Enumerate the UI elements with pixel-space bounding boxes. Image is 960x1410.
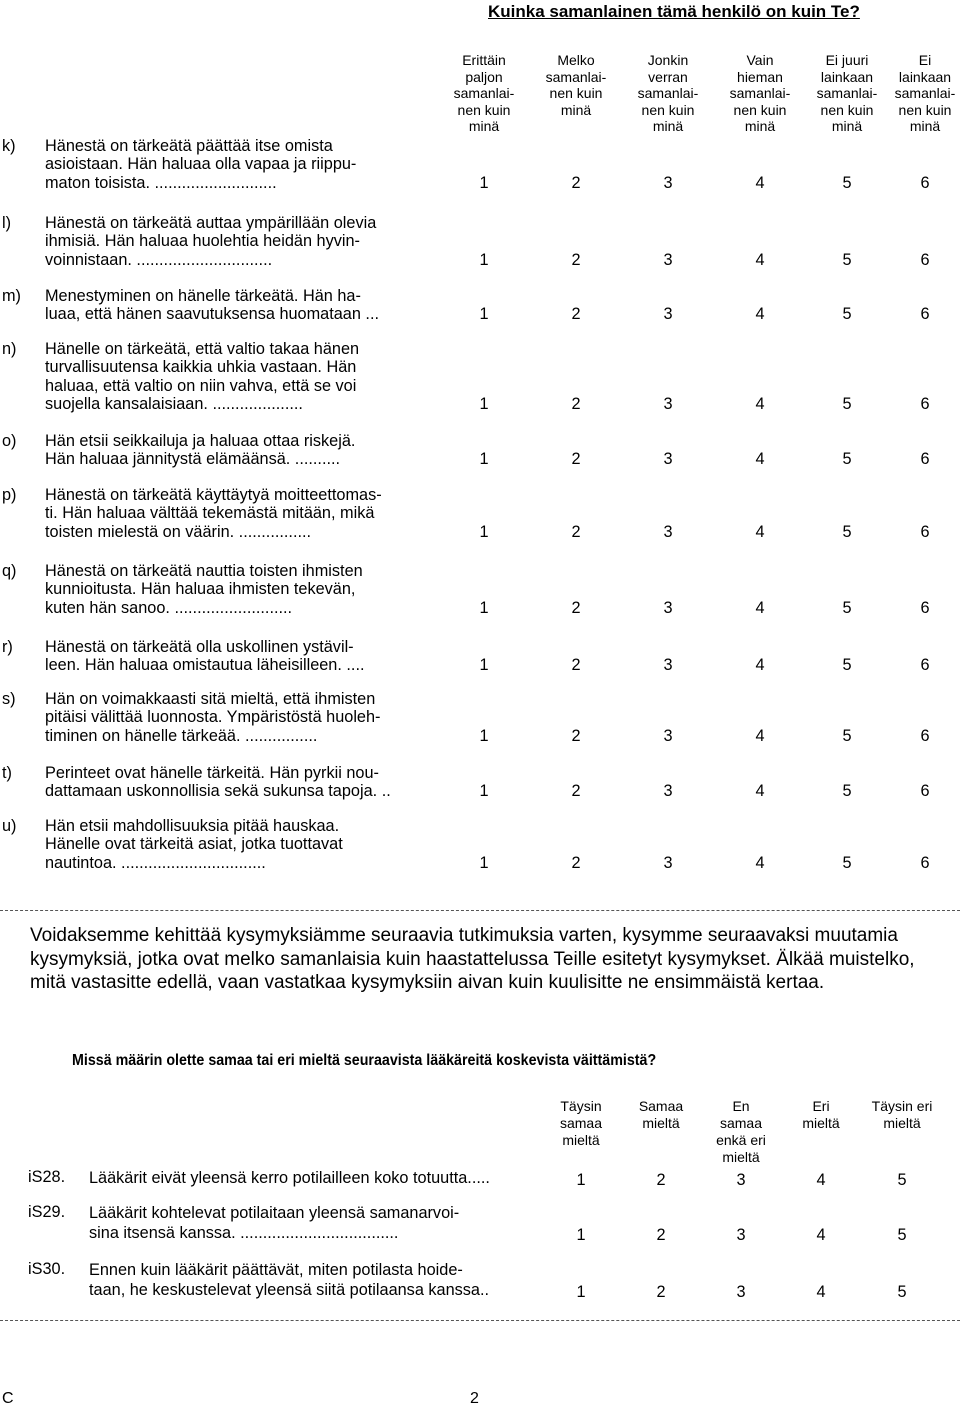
answer-option[interactable]: 6 (920, 782, 930, 801)
answer-option[interactable]: 2 (571, 394, 581, 413)
answer-option[interactable]: 1 (479, 853, 489, 872)
answer-option[interactable]: 2 (656, 1283, 666, 1301)
answer-option[interactable]: 3 (663, 522, 673, 541)
answer-option[interactable]: 2 (571, 522, 581, 541)
item-text: Hänestä on tärkeätä päättää itse omista asioistaan. Hän haluaa olla vapaa ja riippu- maton toisista. ........................... (45, 137, 357, 192)
answer-option[interactable]: 6 (920, 656, 930, 675)
answer-option[interactable]: 4 (755, 782, 765, 801)
answer-option[interactable]: 5 (897, 1283, 907, 1301)
answer-option[interactable]: 6 (920, 305, 930, 324)
statement-code: iS30. (28, 1260, 66, 1278)
answer-option[interactable]: 4 (755, 522, 765, 541)
answer-option[interactable]: 4 (816, 1171, 826, 1189)
answer-option[interactable]: 2 (571, 656, 581, 675)
answer-option[interactable]: 2 (571, 305, 581, 324)
item-letter: l) (2, 214, 12, 232)
scale-header: Jonkin verran samanlai- nen kuin minä (637, 52, 699, 134)
item-text: Hän etsii seikkailuja ja haluaa ottaa riskejä. Hän haluaa jännitystä elämäänsä. .......... (45, 432, 356, 469)
answer-option[interactable]: 1 (479, 522, 489, 541)
answer-option[interactable]: 3 (663, 394, 673, 413)
answer-option[interactable]: 6 (920, 853, 930, 872)
statement-text: Ennen kuin lääkärit päättävät, miten potilasta hoide- taan, he keskustelevat yleensä siitä potilaansa kanssa.. (89, 1261, 490, 1299)
scale-header: Melko samanlai- nen kuin minä (545, 52, 607, 118)
item-letter: r) (2, 638, 13, 656)
answer-option[interactable]: 5 (842, 656, 852, 675)
answer-option[interactable]: 6 (920, 598, 930, 617)
answer-option[interactable]: 2 (656, 1226, 666, 1244)
page-number: 2 (470, 1390, 479, 1407)
answer-option[interactable]: 3 (663, 450, 673, 469)
statement-text: Lääkärit kohtelevat potilaitaan yleensä samanarvoi- sina itsensä kanssa. ................................... (89, 1204, 460, 1242)
answer-option[interactable]: 3 (663, 782, 673, 801)
answer-option[interactable]: 4 (755, 450, 765, 469)
answer-option[interactable]: 6 (920, 522, 930, 541)
answer-option[interactable]: 1 (479, 173, 489, 192)
answer-option[interactable]: 5 (842, 726, 852, 745)
answer-option[interactable]: 4 (755, 726, 765, 745)
answer-option[interactable]: 1 (479, 598, 489, 617)
answer-option[interactable]: 1 (479, 450, 489, 469)
section-divider (0, 910, 960, 911)
item-letter: u) (2, 817, 17, 835)
scale-header: Ei juuri lainkaan samanlai- nen kuin minä (816, 52, 878, 134)
item-text: Hänelle on tärkeätä, että valtio takaa hänen turvallisuutensa kaikkia uhkia vastaan. Hän haluaa, että valtio on niin vahva, että se voi suojella kansalaisiaan. .................... (45, 340, 360, 413)
answer-option[interactable]: 1 (576, 1171, 586, 1189)
answer-option[interactable]: 4 (755, 394, 765, 413)
answer-option[interactable]: 1 (479, 250, 489, 269)
answer-option[interactable]: 5 (897, 1226, 907, 1244)
answer-option[interactable]: 3 (663, 726, 673, 745)
intro-paragraph: Voidaksemme kehittää kysymyksiämme seuraavia tutkimuksia varten, kysymme seuraavaksi muutamia kysymyksiä, jotka ovat melko samanlaisia kuin haastattelussa Teille esitetyt kysymykset. Älkää muistelko, mitä vastasitte edellä, vaan vastatkaa kysymyksiin aivan kuin kuulisitte ne ensimmäistä kertaa. (30, 925, 915, 993)
answer-option[interactable]: 1 (479, 305, 489, 324)
agree-header: Täysin samaa mieltä (559, 1098, 603, 1148)
answer-option[interactable]: 2 (571, 598, 581, 617)
answer-option[interactable]: 1 (479, 782, 489, 801)
answer-option[interactable]: 5 (897, 1171, 907, 1189)
answer-option[interactable]: 5 (842, 250, 852, 269)
answer-option[interactable]: 3 (663, 598, 673, 617)
item-text: Menestyminen on hänelle tärkeätä. Hän ha- luaa, että hänen saavutuksensa huomataan ... (45, 287, 380, 324)
answer-option[interactable]: 2 (571, 173, 581, 192)
item-text: Hänestä on tärkeätä olla uskollinen ystävil- leen. Hän haluaa omistautua läheisilleen. .... (45, 638, 365, 675)
answer-option[interactable]: 6 (920, 394, 930, 413)
item-text: Hänestä on tärkeätä käyttäytyä moitteettomas- ti. Hän haluaa välttää tekemästä mitään, mikä toisten mielestä on väärin. ................ (45, 486, 382, 541)
item-text: Perinteet ovat hänelle tärkeitä. Hän pyrkii nou- dattamaan uskonnollisia sekä sukunsa tapoja. .. (45, 764, 391, 801)
item-letter: o) (2, 432, 17, 450)
footer-label: C (2, 1390, 14, 1407)
answer-option[interactable]: 2 (571, 726, 581, 745)
scale-header: Vain hieman samanlai- nen kuin minä (729, 52, 791, 134)
answer-option[interactable]: 4 (755, 173, 765, 192)
answer-option[interactable]: 5 (842, 394, 852, 413)
answer-option[interactable]: 6 (920, 726, 930, 745)
item-text: Hän etsii mahdollisuuksia pitää hauskaa. Hänelle ovat tärkeitä asiat, jotka tuottavat nautintoa. ................................ (45, 817, 343, 872)
answer-option[interactable]: 1 (479, 394, 489, 413)
answer-option[interactable]: 5 (842, 782, 852, 801)
answer-option[interactable]: 1 (479, 726, 489, 745)
item-letter: m) (2, 287, 21, 305)
item-letter: t) (2, 764, 12, 782)
answer-option[interactable]: 5 (842, 522, 852, 541)
answer-option[interactable]: 4 (755, 656, 765, 675)
answer-option[interactable]: 3 (736, 1226, 746, 1244)
answer-option[interactable]: 5 (842, 853, 852, 872)
answer-option[interactable]: 1 (576, 1226, 586, 1244)
statement-text: Lääkärit eivät yleensä kerro potilailleen koko totuutta..... (89, 1169, 490, 1187)
item-text: Hänestä on tärkeätä auttaa ympärillään olevia ihmisiä. Hän haluaa huolehtia heidän hyvin- voinnistaan. .............................. (45, 214, 377, 269)
answer-option[interactable]: 4 (816, 1226, 826, 1244)
item-letter: q) (2, 562, 17, 580)
item-letter: n) (2, 340, 17, 358)
answer-option[interactable]: 3 (663, 853, 673, 872)
item-letter: p) (2, 486, 17, 504)
agree-header: Samaa mieltä (638, 1098, 684, 1131)
answer-option[interactable]: 5 (842, 450, 852, 469)
item-text: Hän on voimakkaasti sitä mieltä, että ihmisten pitäisi välittää luonnosta. Ympäristöstä huoleh- timinen on hänelle tärkeää. ................ (45, 690, 381, 745)
agree-header: Täysin eri mieltä (871, 1098, 933, 1131)
item-text: Hänestä on tärkeätä nauttia toisten ihmisten kunnioitusta. Hän haluaa ihmisten tekevän, kuten hän sanoo. .......................... (45, 562, 363, 617)
answer-option[interactable]: 4 (755, 250, 765, 269)
statement-code: iS28. (28, 1168, 66, 1186)
scale-header: Erittäin paljon samanlai- nen kuin minä (453, 52, 515, 134)
answer-option[interactable]: 6 (920, 450, 930, 469)
agree-header: Eri mieltä (802, 1098, 840, 1131)
answer-option[interactable]: 5 (842, 173, 852, 192)
answer-option[interactable]: 2 (571, 250, 581, 269)
answer-option[interactable]: 4 (755, 853, 765, 872)
answer-option[interactable]: 3 (736, 1171, 746, 1189)
section-divider (0, 1320, 960, 1321)
answer-option[interactable]: 4 (755, 598, 765, 617)
page-title: Kuinka samanlainen tämä henkilö on kuin Te? (488, 2, 860, 21)
answer-option[interactable]: 3 (663, 656, 673, 675)
answer-option[interactable]: 1 (479, 656, 489, 675)
agree-header: En samaa enkä eri mieltä (716, 1098, 766, 1165)
answer-option[interactable]: 3 (736, 1283, 746, 1301)
answer-option[interactable]: 5 (842, 598, 852, 617)
answer-option[interactable]: 2 (571, 853, 581, 872)
scale-header: Ei lainkaan samanlai- nen kuin minä (894, 52, 956, 134)
answer-option[interactable]: 6 (920, 173, 930, 192)
answer-option[interactable]: 1 (576, 1283, 586, 1301)
answer-option[interactable]: 2 (571, 450, 581, 469)
statement-code: iS29. (28, 1203, 66, 1221)
section-question: Missä määrin olette samaa tai eri mieltä seuraavista lääkäreitä koskevista väittämistä? (72, 1052, 657, 1069)
item-letter: s) (2, 690, 16, 708)
answer-option[interactable]: 2 (571, 782, 581, 801)
answer-option[interactable]: 6 (920, 250, 930, 269)
answer-option[interactable]: 3 (663, 305, 673, 324)
answer-option[interactable]: 4 (755, 305, 765, 324)
answer-option[interactable]: 3 (663, 250, 673, 269)
answer-option[interactable]: 5 (842, 305, 852, 324)
answer-option[interactable]: 2 (656, 1171, 666, 1189)
answer-option[interactable]: 3 (663, 173, 673, 192)
answer-option[interactable]: 4 (816, 1283, 826, 1301)
item-letter: k) (2, 137, 16, 155)
